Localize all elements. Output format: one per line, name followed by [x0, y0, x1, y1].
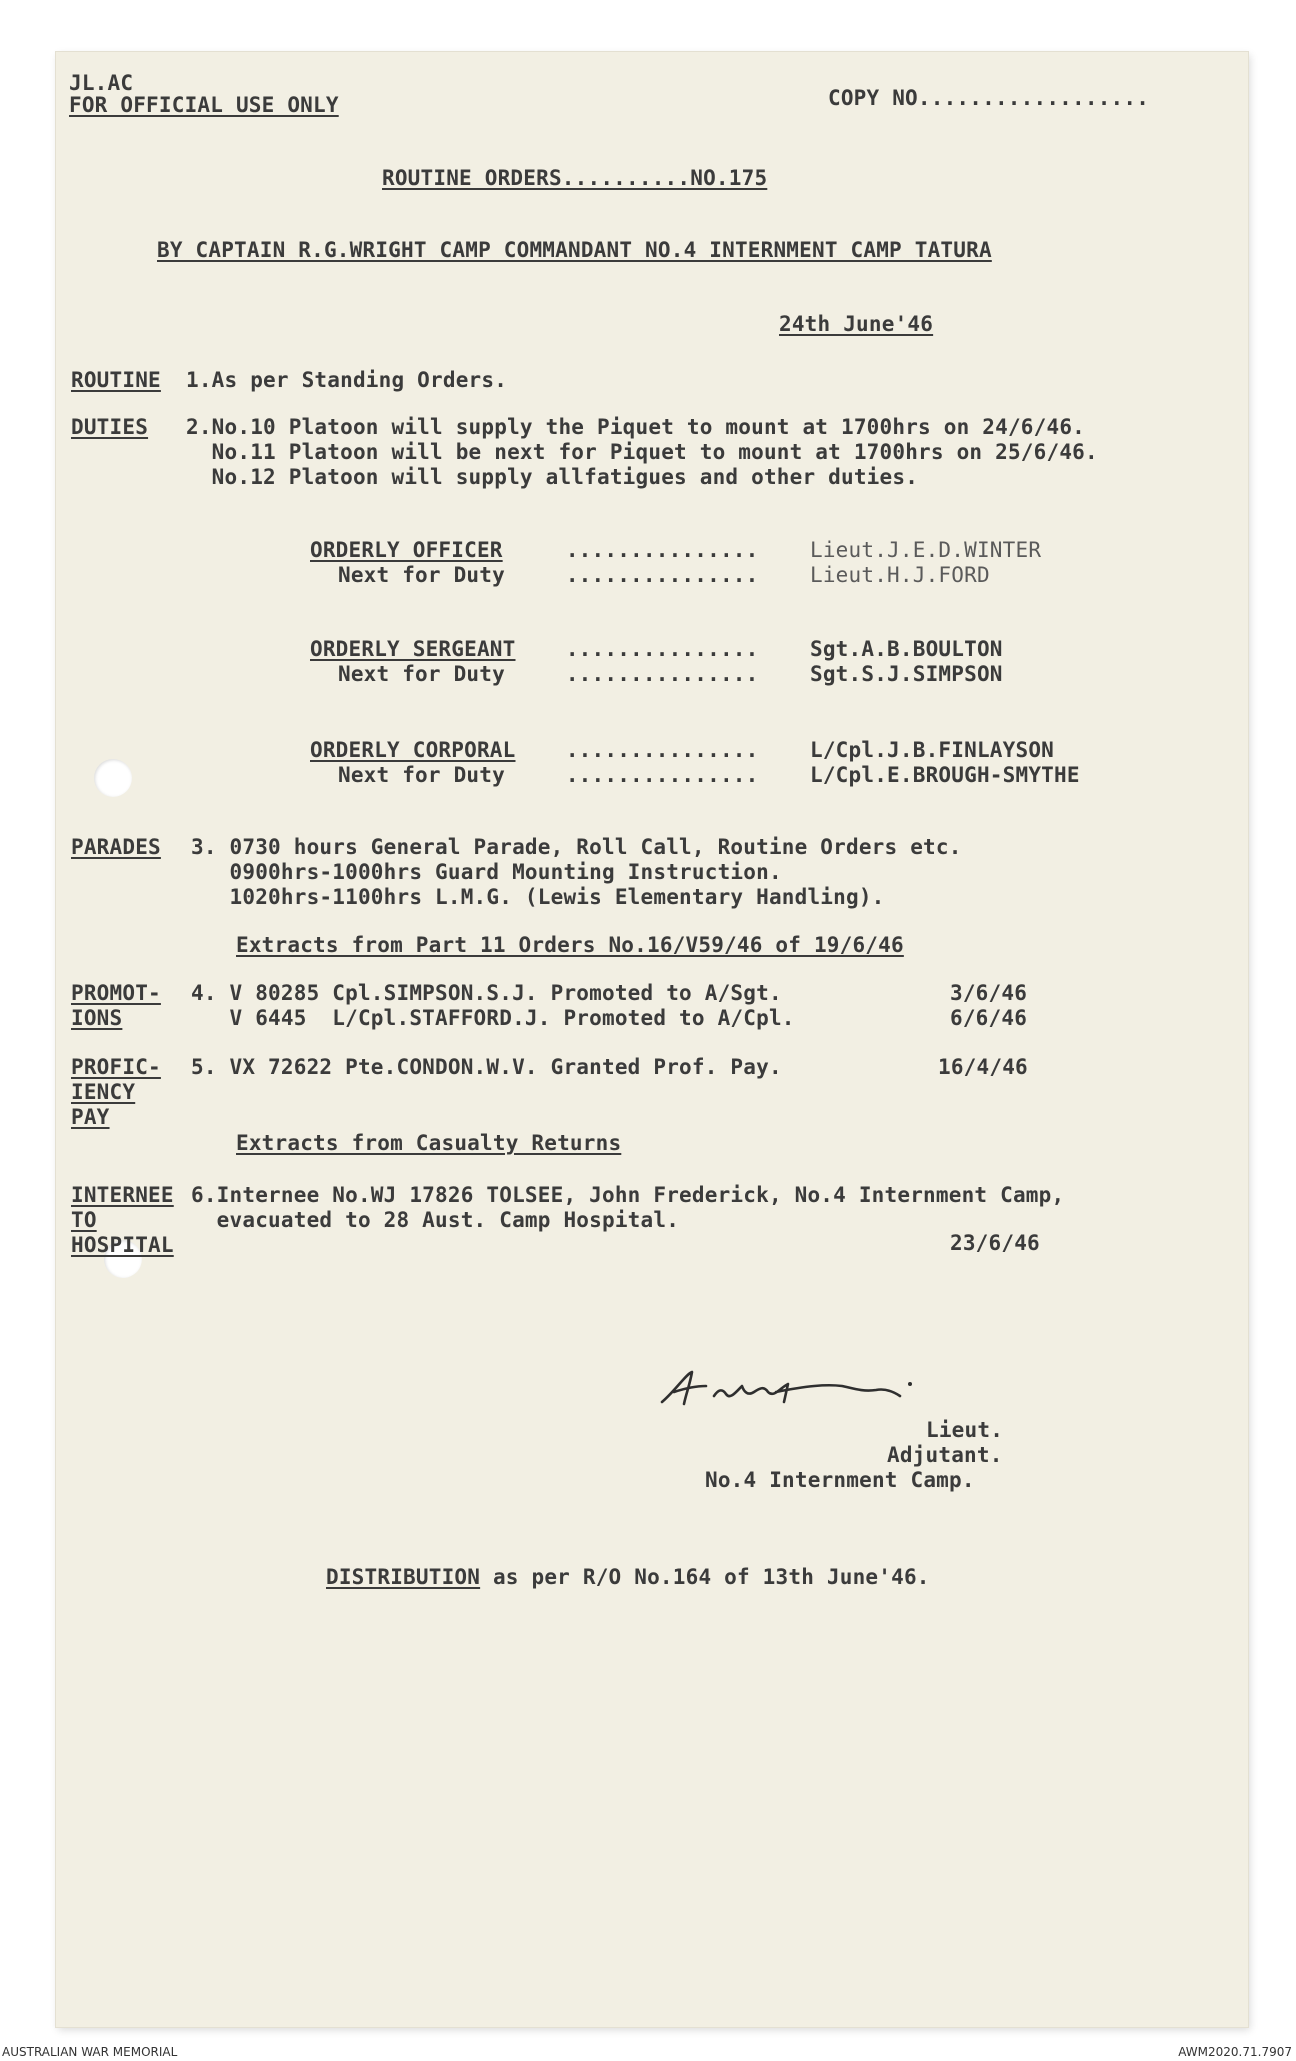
- distribution-label: DISTRIBUTION: [326, 1565, 481, 1589]
- parades-line: 1020hrs-1100hrs L.M.G. (Lewis Elementary Handling).: [191, 885, 885, 909]
- parades-line: 3. 0730 hours General Parade, Roll Call, Routine Orders etc.: [191, 835, 962, 859]
- roster-role: ORDERLY SERGEANT: [310, 637, 516, 661]
- promotion-entry: 4. V 80285 Cpl.SIMPSON.S.J. Promoted to A/Sgt.: [191, 981, 782, 1005]
- extracts-part2-heading: Extracts from Part 11 Orders No.16/V59/46 of 19/6/46: [236, 933, 904, 957]
- proficiency-heading: PAY: [71, 1105, 110, 1129]
- internee-date: 23/6/46: [950, 1231, 1040, 1255]
- signatory-unit: No.4 Internment Camp.: [705, 1468, 975, 1492]
- roster-dots: ...............: [553, 538, 759, 562]
- roster-dots: ...............: [553, 738, 759, 762]
- roster-role: ORDERLY CORPORAL: [310, 738, 516, 762]
- roster-role: ORDERLY OFFICER: [310, 538, 503, 562]
- copy-number: COPY NO..................: [828, 86, 1150, 110]
- signatory-rank: Lieut.: [926, 1418, 1004, 1442]
- roster-next-label: Next for Duty: [338, 662, 505, 686]
- archive-credit: AUSTRALIAN WAR MEMORIAL: [2, 2045, 178, 2059]
- routine-text: 1.As per Standing Orders.: [186, 368, 508, 392]
- promotion-entry: V 6445 L/Cpl.STAFFORD.J. Promoted to A/Cpl.: [191, 1006, 795, 1030]
- extracts-casualty-heading: Extracts from Casualty Returns: [236, 1131, 622, 1155]
- roster-next-name: Sgt.S.J.SIMPSON: [810, 662, 1003, 686]
- routine-heading: ROUTINE: [71, 368, 161, 392]
- proficiency-entry: 5. VX 72622 Pte.CONDON.W.V. Granted Prof. Pay.: [191, 1055, 782, 1079]
- proficiency-heading: PROFIC-: [71, 1055, 161, 1079]
- promotions-heading: PROMOT-: [71, 981, 161, 1005]
- roster-name: Lieut.J.E.D.WINTER: [810, 538, 1042, 562]
- distribution-note: [326, 1564, 930, 1591]
- handwritten-signature: [656, 1362, 916, 1417]
- duties-line: 2.No.10 Platoon will supply the Piquet to mount at 1700hrs on 24/6/46.: [186, 415, 1086, 439]
- proficiency-date: 16/4/46: [938, 1055, 1028, 1079]
- roster-next-label: Next for Duty: [338, 763, 505, 787]
- internee-heading: INTERNEE: [71, 1183, 174, 1207]
- internee-heading: HOSPITAL: [71, 1233, 174, 1257]
- punch-hole-upper: [94, 759, 132, 797]
- promotions-heading: IONS: [71, 1006, 123, 1030]
- parades-heading: PARADES: [71, 835, 161, 859]
- roster-name: L/Cpl.J.B.FINLAYSON: [810, 738, 1055, 762]
- issuing-authority: BY CAPTAIN R.G.WRIGHT CAMP COMMANDANT NO.4 INTERNMENT CAMP TATURA: [157, 238, 992, 262]
- roster-next-name: Lieut.H.J.FORD: [810, 563, 990, 587]
- roster-dots: ...............: [553, 662, 759, 686]
- roster-next-name: L/Cpl.E.BROUGH-SMYTHE: [810, 763, 1080, 787]
- internee-heading: TO: [71, 1208, 97, 1232]
- roster-dots: ...............: [553, 763, 759, 787]
- roster-name: Sgt.A.B.BOULTON: [810, 637, 1003, 661]
- roster-dots: ...............: [553, 563, 759, 587]
- document-page: [56, 52, 1248, 2027]
- signatory-title: Adjutant.: [887, 1443, 1003, 1467]
- duties-heading: DUTIES: [71, 415, 149, 439]
- reference-code: JL.AC: [69, 71, 134, 95]
- duties-line: No.12 Platoon will supply allfatigues and other duties.: [186, 465, 919, 489]
- promotion-date: 3/6/46: [950, 981, 1028, 1005]
- roster-next-label: Next for Duty: [338, 563, 505, 587]
- internee-line: evacuated to 28 Aust. Camp Hospital.: [191, 1208, 680, 1232]
- orders-title: ROUTINE ORDERS..........NO.175: [382, 166, 768, 190]
- classification-label: FOR OFFICIAL USE ONLY: [69, 93, 339, 117]
- distribution-text: as per R/O No.164 of 13th June'46.: [480, 1565, 930, 1589]
- archive-reference: AWM2020.71.7907: [1178, 2045, 1292, 2059]
- parades-line: 0900hrs-1000hrs Guard Mounting Instruction.: [191, 860, 782, 884]
- order-date: 24th June'46: [779, 312, 934, 336]
- promotion-date: 6/6/46: [950, 1006, 1028, 1030]
- internee-line: 6.Internee No.WJ 17826 TOLSEE, John Frederick, No.4 Internment Camp,: [191, 1183, 1065, 1207]
- roster-dots: ...............: [553, 637, 759, 661]
- duties-line: No.11 Platoon will be next for Piquet to mount at 1700hrs on 25/6/46.: [186, 440, 1098, 464]
- proficiency-heading: IENCY: [71, 1080, 136, 1104]
